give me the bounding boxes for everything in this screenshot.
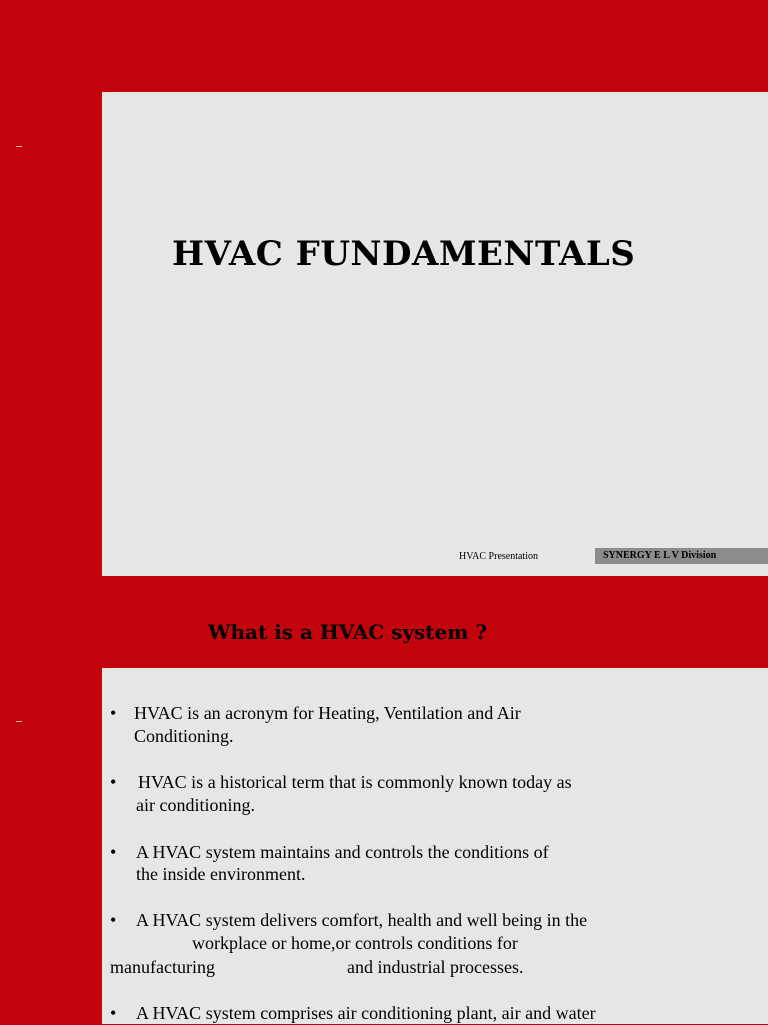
bullet-marker: •: [110, 703, 117, 723]
bullet-text-line: the inside environment.: [136, 864, 306, 884]
bullet-text-line: A HVAC system maintains and controls the conditions of: [136, 842, 549, 862]
footer-division-badge: SYNERGY E L V Division: [595, 548, 768, 564]
bullet-text-line: air conditioning.: [136, 795, 255, 815]
bullet-text-line: A HVAC system delivers comfort, health and well being in the: [136, 910, 588, 930]
bullet-text-line: and industrial processes.: [347, 957, 524, 977]
bullet-text-line: workplace or home,or controls conditions for: [192, 933, 518, 953]
bullet-marker: •: [110, 772, 117, 792]
slide-1-panel: [102, 92, 768, 576]
slide-2-panel: [102, 668, 768, 1024]
bullet-text-line: HVAC is a historical term that is commonly known today as: [138, 772, 572, 792]
bullet-text-line: manufacturing: [110, 957, 215, 977]
footer-presentation-label: HVAC Presentation: [459, 551, 538, 562]
bullet-text-line: Conditioning.: [134, 726, 234, 746]
slide-1-title: HVAC FUNDAMENTALS: [172, 234, 636, 274]
slide-marker-dash: [16, 146, 22, 147]
slide-marker-dash: [16, 721, 22, 722]
bullet-marker: •: [110, 910, 117, 930]
bullet-text-line: A HVAC system comprises air conditioning plant, air and water: [136, 1003, 596, 1023]
bullet-marker: •: [110, 842, 117, 862]
bullet-marker: •: [110, 1003, 117, 1023]
slide-2-title: What is a HVAC system ?: [208, 620, 488, 644]
bullet-text-line: HVAC is an acronym for Heating, Ventilation and Air: [134, 703, 521, 723]
bullet-list: [102, 668, 768, 1024]
